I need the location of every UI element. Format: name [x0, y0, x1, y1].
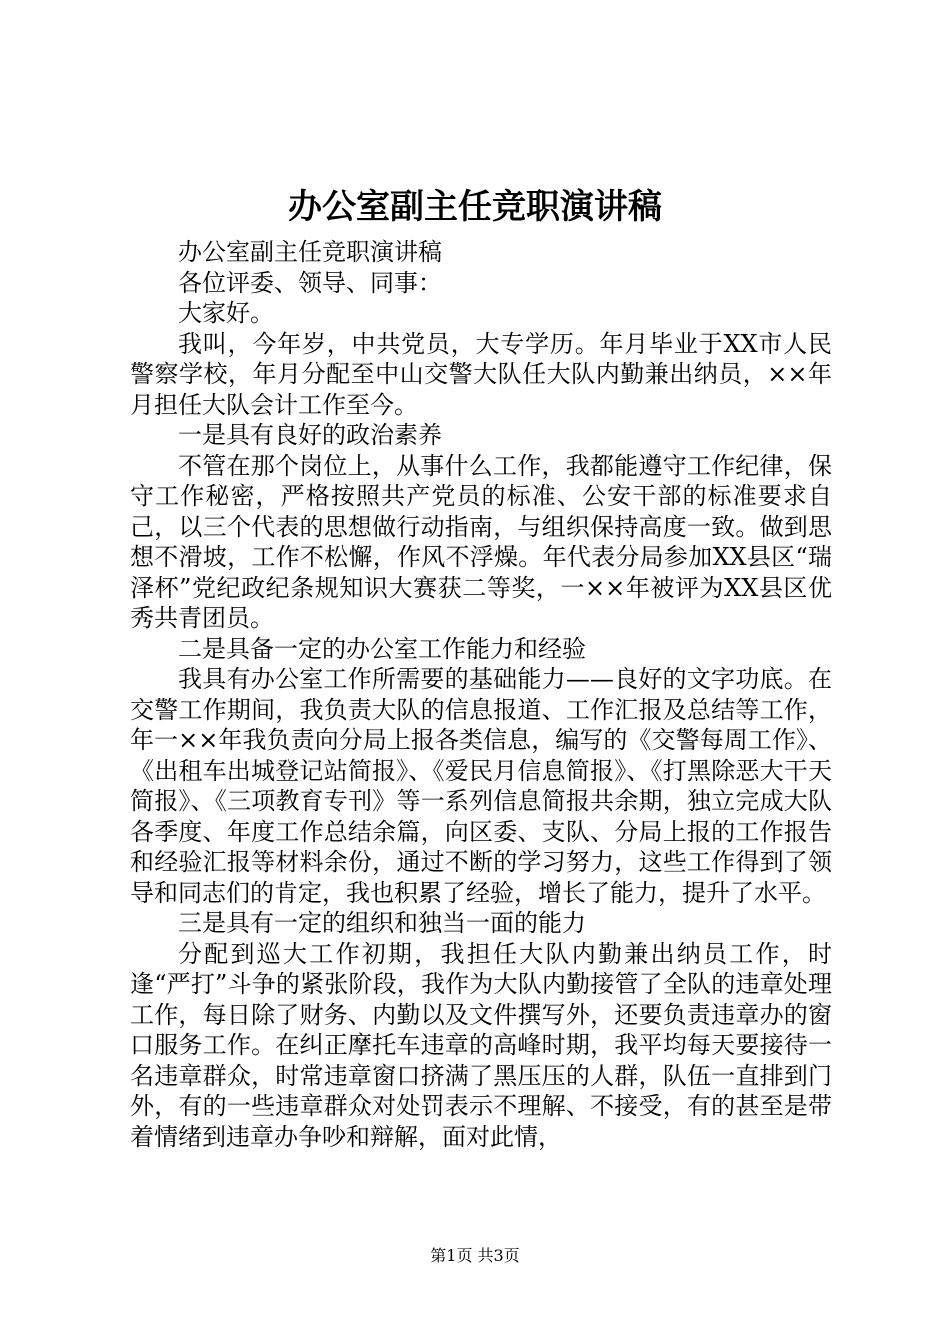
paragraph: 各位评委、领导、同事： — [178, 268, 442, 297]
paragraph: 分配到巡大工作初期，我担任大队内勤兼出纳员工作，时逢“严打”斗争的紧张阶段，我作为大队内勤接管了全队的违章处理工作，每日除了财务、内勤以及文件撰写外，还要负责违章办的窗口服务工作。在纠正摩托车违章的高峰时期，我平均每天要接待一名违章群众，时常违章窗口挤满了黑压压的人群，队伍一直排到门外，有的一些违章群众对处罚表示不理解、不接受，有的甚至是带着情绪到违章办争吵和辩解，面对此情， — [130, 939, 832, 1151]
paragraph: 办公室副主任竞职演讲稿 — [178, 238, 442, 266]
section-heading: 一是具有良好的政治素养 — [178, 421, 442, 449]
document-title: 办公室副主任竞职演讲稿 — [288, 187, 662, 227]
paragraph: 不管在那个岗位上，从事什么工作，我都能遵守工作纪律，保守工作秘密，严格按照共产党员的标准、公安干部的标准要求自己，以三个代表的思想做行动指南，与组织保持高度一致。做到思想不滑坡，工作不松懈，作风不浮燥。年代表分局参加XX县区“瑞泽杯”党纪政纪条规知识大赛获二等奖，一××年被评为XX县区优秀共青团员。 — [130, 451, 832, 632]
document-body — [130, 237, 832, 1152]
section-heading: 三是具有一定的组织和独当一面的能力 — [178, 909, 586, 937]
page-footer: 第1页 共3页 — [430, 1246, 520, 1265]
paragraph: 我具有办公室工作所需要的基础能力——良好的文字功底。在交警工作期间，我负责大队的信息报道、工作汇报及总结等工作，年一××年我负责向分局上报各类信息，编写的《交警每周工作》、《出租车出城登记站简报》、《爱民月信息简报》、《打黑除恶大干天简报》、《三项教育专刊》等一系列信息简报共余期，独立完成大队各季度、年度工作总结余篇，向区委、支队、分局上报的工作报告和经验汇报等材料余份，通过不断的学习努力，这些工作得到了领导和同志们的肯定，我也积累了经验，增长了能力，提升了水平。 — [130, 665, 832, 907]
paragraph: 我叫，今年岁，中共党员，大专学历。年月毕业于XX市人民警察学校，年月分配至中山交警大队任大队内勤兼出纳员，××年月担任大队会计工作至今。 — [130, 329, 832, 419]
paragraph: 大家好。 — [178, 299, 274, 327]
section-heading: 二是具备一定的办公室工作能力和经验 — [178, 634, 586, 663]
